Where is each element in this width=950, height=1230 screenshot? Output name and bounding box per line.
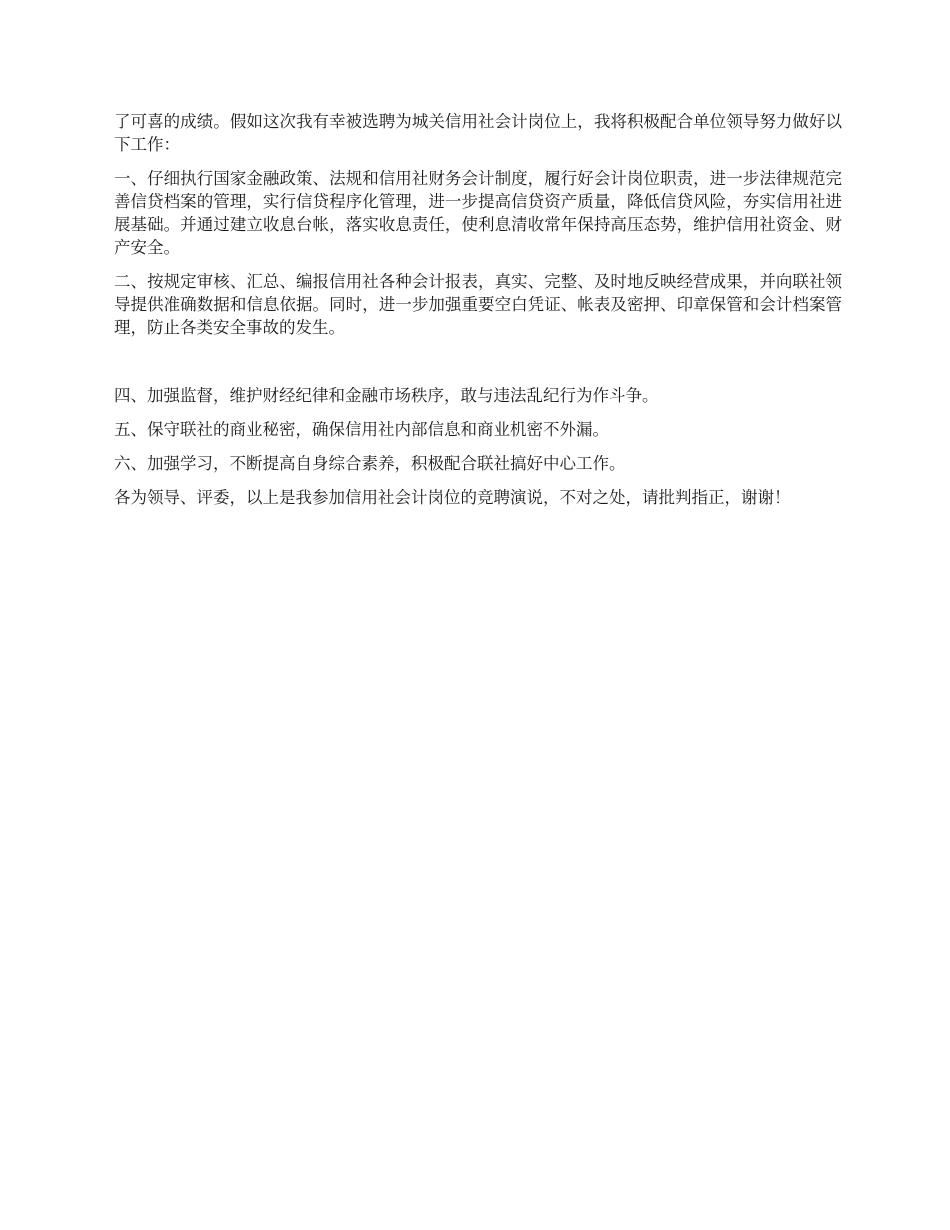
- paragraph-item-4: 四、加强监督，维护财经纪律和金融市场秩序，敢与违法乱纪行为作斗争。: [114, 386, 659, 405]
- blank-gap: [114, 350, 842, 373]
- paragraph-item-5: 五、保守联社的商业秘密，确保信用社内部信息和商业机密不外漏。: [114, 420, 609, 439]
- paragraph-item-2: 二、按规定审核、汇总、编报信用社各种会计报表，真实、完整、及时地反映经营成果，并向联社领导提供准确数据和信息依据。同时，进一步加强重要空白凭证、帐表及密押、印章保管和会计档案管理，防止各类安全事故的发生。: [114, 272, 842, 337]
- paragraph-item-1: 一、仔细执行国家金融政策、法规和信用社财务会计制度，履行好会计岗位职责，进一步法律规范完善信贷档案的管理，实行信贷程序化管理，进一步提高信贷资产质量，降低信贷风险，夯实信用社进展基础。并通过建立收息台帐，落实收息责任，使利息清收常年保持高压态势，维护信用社资金、财产安全。: [114, 169, 842, 257]
- paragraph-item-6: 六、加强学习，不断提高自身综合素养，积极配合联社搞好中心工作。: [114, 454, 626, 473]
- paragraph-intro: 了可喜的成绩。假如这次我有幸被选聘为城关信用社会计岗位上，我将积极配合单位领导努力做好以下工作：: [114, 112, 842, 154]
- paragraph-closing: 各为领导、评委，以上是我参加信用社会计岗位的竞聘演说，不对之处，请批判指正，谢谢！: [114, 488, 791, 507]
- document-page: [114, 110, 842, 520]
